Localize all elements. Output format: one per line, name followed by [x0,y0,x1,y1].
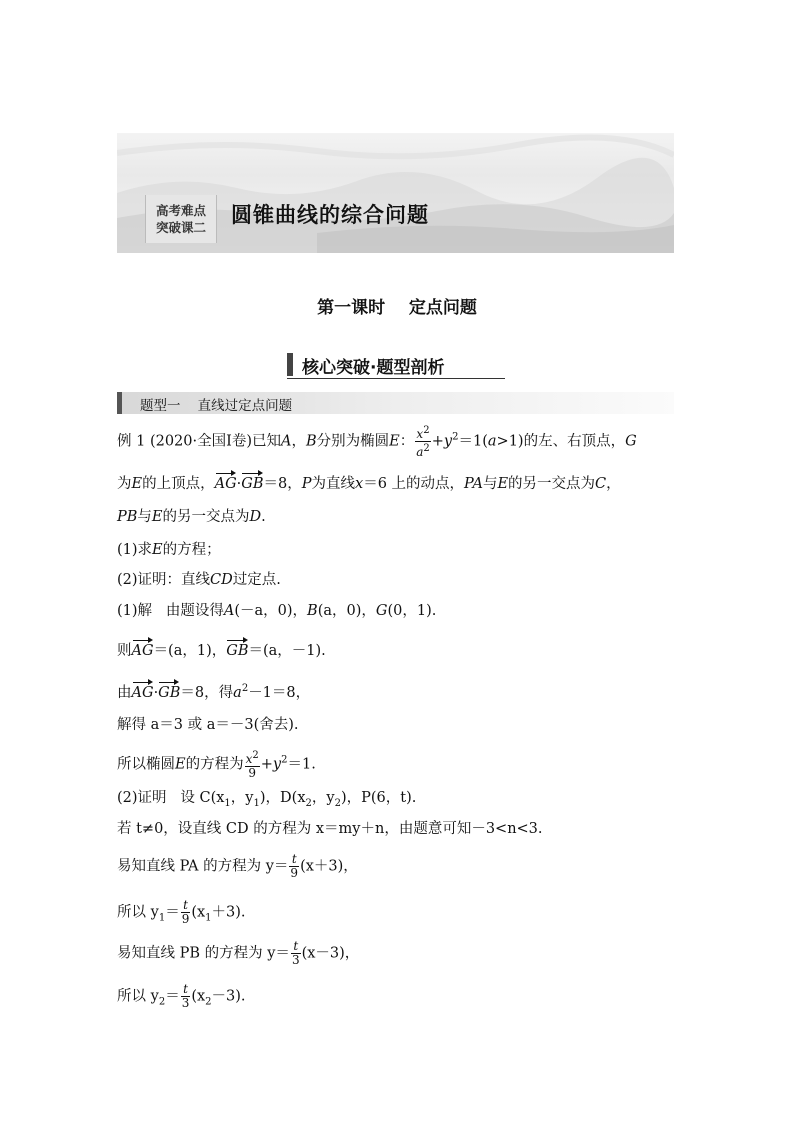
sol5-den: 9 [248,766,256,780]
text-sep: ， [291,433,306,450]
sol1-a-val: (－a，0)， [234,603,308,619]
l4-pre: 易知直线 PB 的方程为 y＝ [117,945,290,962]
section-heading [287,352,505,379]
solution-1-line-3 [117,680,310,702]
point-b: B [305,433,317,450]
sol2-vector-gb: GB [226,639,248,660]
text-eq8: ＝8， [263,476,302,492]
solution-1-line-1 [117,602,436,620]
l2-fraction [289,853,299,880]
l3-pre: 所以 y [117,904,159,921]
var-y: y [443,433,453,450]
question-2 [117,571,281,589]
sol5-y: y [272,756,282,773]
q1-rest: 的方程； [162,542,221,558]
sol3-dot: · [153,684,159,701]
l4-den: 3 [291,953,300,967]
l5-pre: 所以 y [117,988,159,1005]
q2-cd: CD [210,572,233,588]
l2-den: 9 [290,866,299,880]
text-wei: 为 [117,476,132,492]
text-yu: 与 [482,476,498,492]
l5-rest1: (x [191,988,206,1005]
cond-a: a [487,433,497,450]
sol5-e: E [175,756,186,773]
sol3-vector-gb: GB [158,681,180,702]
example-prefix: 例 1 (2020·全国Ⅰ卷)已知 [117,433,281,450]
proof-2-line-4 [117,899,246,927]
sol5-fraction [245,749,260,780]
l5-sub2: 2 [205,996,212,1008]
text-mid: 分别为椭圆 [316,433,390,450]
sol5-pre: 所以椭圆 [117,756,175,773]
sol5-rest: ＝1. [287,756,316,773]
text-top-vertex: 的上顶点， [142,476,215,492]
sol3-rest2: －1＝8， [248,684,311,701]
l5-sub: 2 [158,996,166,1008]
l5-den: 3 [181,996,190,1010]
text-eq6: ＝6 上的动点， [363,476,465,492]
point-c: C [595,476,607,492]
section-heading-text: 核心突破·题型剖析 [302,358,445,378]
sol3-a: a [233,684,242,701]
ellipse-fraction [415,424,431,459]
example-line-3 [117,508,266,526]
frac-num-sq: 2 [423,425,430,436]
dot-product: · [236,476,242,492]
proof-2-line-6 [117,983,246,1011]
topic-bar [117,392,674,414]
proof2-sub3: 2 [305,797,312,809]
sol2-vector-ag: AG [132,639,154,660]
sol5-plus: + [260,756,273,773]
l4-num: t [293,939,299,953]
proof2-mid2: )，D(x [259,790,306,806]
lesson-title: 第一课时 定点问题 [317,298,477,318]
l3-rest1: (x [191,904,206,921]
point-g: G [625,433,637,450]
frac-den-sq: 2 [423,443,430,454]
example-line-1 [117,424,637,459]
l3-den: 9 [181,912,190,926]
course-badge [145,195,217,243]
ellipse-e-4: E [151,509,163,525]
proof-2-line-2: 若 t≠0，设直线 CD 的方程为 x＝my＋n，由题意可知－3<n<3. [117,821,543,837]
badge-line-2: 突破课二 [155,220,206,235]
text-colon: ： [399,433,415,450]
sol5-mid: 的方程为 [185,756,244,773]
q2-rest: 过定点. [232,572,281,588]
q2-text: (2)证明：直线 [117,572,211,588]
cond-rest: >1)的左、右顶点， [496,433,626,450]
l3-rest2: ＋3). [211,904,246,921]
sol1-text: 由题设得 [165,603,224,619]
proof2-sub1: 1 [224,797,231,809]
proof2-sub2: 1 [253,797,260,809]
sol3-you: 由 [117,684,132,701]
ellipse-e-2: E [131,476,143,492]
l4-fraction [291,940,301,967]
sol1-b-val: (a，0)， [317,603,376,619]
sol2-ze: 则 [117,643,132,659]
ellipse-e: E [389,433,400,450]
text-other-intersection-2: 的另一交点为 [162,509,250,525]
text-yu-2: 与 [137,509,152,525]
proof2-text: 设 C(x [180,790,225,806]
section-bar-icon [287,353,293,376]
text-comma: ， [606,476,621,492]
l3-sub: 1 [158,912,166,924]
var-x: x [355,476,364,492]
l3-num: t [183,898,188,912]
example-line-2 [117,472,621,493]
sol3-vector-ag: AG [132,681,154,702]
text-other-intersection: 的另一交点为 [508,476,596,492]
sol5-y-sq: 2 [281,754,288,766]
sol1-g: G [375,603,388,619]
sol2-ag-val: ＝(a，1)， [153,643,227,659]
l2-rest: (x＋3)， [300,858,358,875]
question-1 [117,541,221,559]
sol2-gb-val: ＝(a，－1). [248,643,326,659]
y-sq: 2 [452,431,459,443]
vector-ag: AG [215,472,237,493]
line-pb: PB [117,509,138,525]
point-d: D [249,509,262,525]
q1-e: E [152,542,163,558]
frac-den: a [416,445,424,459]
eq-rest: ＝1( [458,433,488,450]
sol1-label: (1)解 [117,603,153,619]
ellipse-e-3: E [497,476,509,492]
l5-num: t [183,982,188,996]
line-pa: PA [464,476,483,492]
l3-sub2: 1 [205,912,212,924]
proof2-mid1: ，y [230,790,254,806]
proof2-rest: )，P(6，t). [340,790,417,806]
sol5-num: x [245,752,253,766]
text-plus: + [431,433,444,450]
sol3-rest1: ＝8，得 [180,684,234,701]
vector-gb: GB [241,472,263,493]
l2-pre: 易知直线 PA 的方程为 y＝ [117,858,289,875]
solution-1-line-5 [117,749,316,780]
l3-eq: ＝ [165,904,180,921]
proof2-label: (2)证明 [117,790,167,806]
point-p: P [301,476,312,492]
l3-fraction [181,899,191,926]
sol5-num-sq: 2 [252,750,259,761]
solution-1-line-4: 解得 a＝3 或 a＝－3(舍去). [117,717,299,733]
topic-label: 题型一 直线过定点问题 [140,398,293,414]
proof-2-line-1 [117,789,416,813]
proof2-sub4: 2 [334,797,341,809]
sol1-a: A [223,603,235,619]
chapter-title: 圆锥曲线的综合问题 [231,203,429,227]
l2-num: t [291,852,297,866]
sol1-g-val: (0，1). [387,603,437,619]
proof-2-line-5 [117,940,359,967]
sol1-b: B [307,603,318,619]
frac-num: x [416,427,424,441]
badge-line-1: 高考难点 [155,203,206,218]
l4-rest: (x－3)， [301,945,360,962]
l5-fraction [181,983,191,1010]
proof-2-line-3 [117,853,358,880]
text-period: . [261,509,266,525]
l5-eq: ＝ [165,988,180,1005]
point-a: A [281,433,292,450]
proof2-mid3: ，y [311,790,335,806]
sol3-sq: 2 [241,683,249,694]
l5-rest2: －3). [211,988,246,1005]
solution-1-line-2 [117,639,326,660]
text-line: 为直线 [311,476,356,492]
q1-text: (1)求 [117,542,153,558]
